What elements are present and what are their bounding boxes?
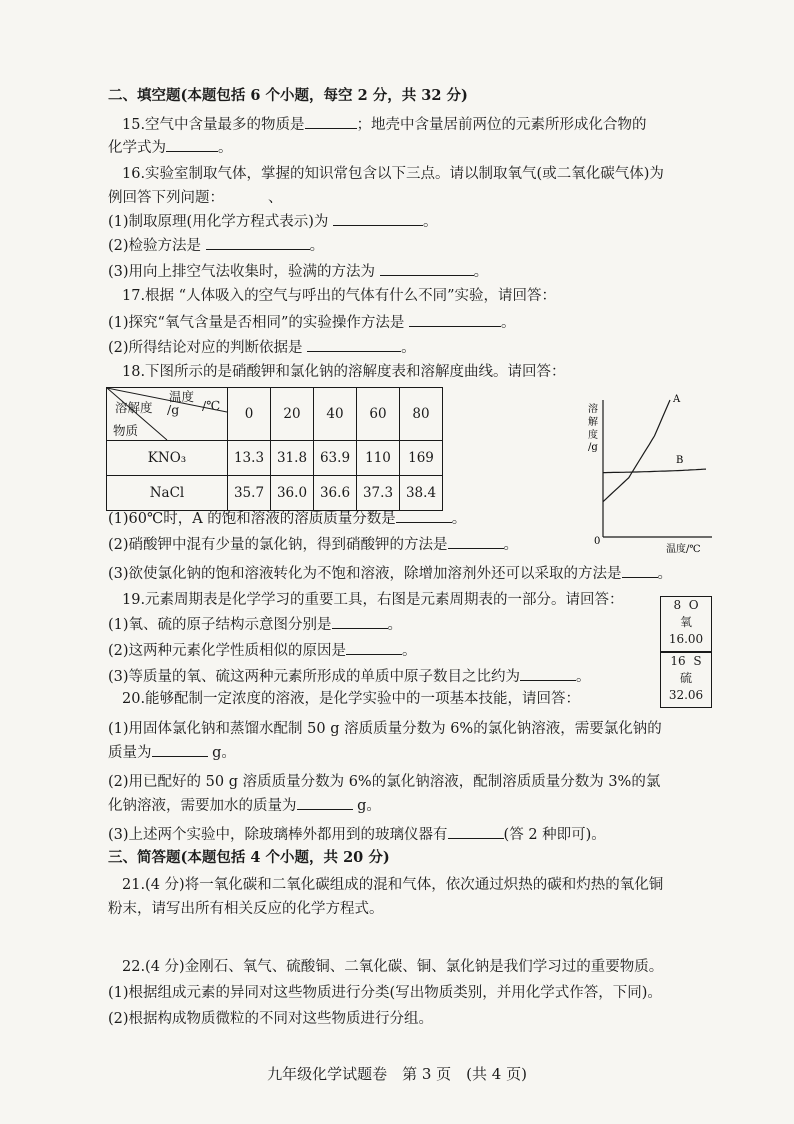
header-g-unit: /g — [167, 402, 180, 417]
q17-part2 — [0, 337, 794, 358]
section-2-heading: 二、填空题(本题包括 6 个小题，每空 2 分，共 32 分) — [108, 87, 468, 104]
q15-text-d: 。 — [218, 140, 233, 156]
temp-cell: 40 — [314, 388, 357, 441]
q19-part3-text: (3)等质量的氧、硫这两种元素所形成的单质中原子数目之比约为 — [108, 669, 521, 685]
section-3-heading: 三、简答题(本题包括 4 个小题，共 20 分) — [108, 849, 390, 866]
header-temp: 温度 — [169, 389, 195, 404]
answer-blank[interactable] — [297, 795, 353, 810]
q18-part3 — [0, 563, 794, 584]
q17-part1-text: (1)探究“氧气含量是否相同”的实验操作方法是 — [108, 315, 405, 331]
substance-cell: KNO₃ — [107, 441, 228, 476]
q19-line1: 19.元素周期表是化学学习的重要工具，右图是元素周期表的一部分。请回答： — [122, 592, 624, 608]
answer-blank[interactable] — [346, 640, 402, 655]
q20-part2-end: g。 — [357, 798, 381, 814]
value-cell: 63.9 — [314, 441, 357, 476]
answer-blank[interactable] — [448, 824, 504, 839]
q22-part2: (2)根据构成物质微粒的不同对这些物质进行分组。 — [108, 1011, 434, 1027]
q19-part3-end: 。 — [576, 669, 591, 685]
q16-line2 — [0, 188, 794, 208]
stray-mark: 、 — [268, 190, 283, 206]
q19-part2-text: (2)这两种元素化学性质相似的原因是 — [108, 643, 347, 659]
answer-blank[interactable] — [166, 137, 218, 152]
q20-part1-end: g。 — [212, 745, 236, 761]
answer-blank[interactable] — [333, 211, 423, 226]
q16-part1 — [0, 211, 794, 232]
answer-blank[interactable] — [380, 261, 474, 276]
value-cell: 37.3 — [357, 476, 400, 511]
q20-part2-text: 化钠溶液，需要加水的质量为 — [108, 798, 297, 814]
q15-text-c: 化学式为 — [108, 140, 166, 156]
element-mass: 16.00 — [668, 632, 704, 646]
q17-line1: 17.根据 “人体吸入的空气与呼出的气体有什么不同”实验，请回答： — [122, 288, 556, 304]
q18-part1-text: (1)60℃时，A 的饱和溶液的溶质质量分数是 — [108, 511, 396, 527]
header-temp-unit: /℃ — [202, 398, 221, 413]
element-name: 氧 — [679, 615, 692, 629]
q18-part3-end: 。 — [657, 566, 673, 582]
q19-part1-end: 。 — [387, 617, 403, 633]
q20-part2-line2 — [0, 795, 794, 816]
q21-line2: 粉末，请写出所有相关反应的化学方程式。 — [108, 901, 384, 917]
q16-part3-text: (3)用向上排空气法收集时，验满的方法为 — [108, 264, 376, 280]
header-substance: 物质 — [113, 423, 139, 438]
q21-line1: 21.(4 分)将一氧化碳和二氧化碳组成的混和气体，依次通过炽热的碳和灼热的氧化铜 — [122, 877, 664, 893]
answer-blank[interactable] — [206, 235, 310, 250]
origin-label: 0 — [594, 536, 601, 547]
value-cell: 110 — [357, 441, 400, 476]
value-cell: 169 — [400, 441, 443, 476]
q18-part1 — [0, 508, 794, 529]
q19-part2-end: 。 — [402, 643, 417, 659]
answer-blank[interactable] — [409, 312, 501, 327]
solubility-table — [106, 387, 443, 511]
y-axis-label-4: /g — [588, 442, 598, 453]
solubility-curve-chart — [586, 392, 716, 557]
element-number-symbol: 16 S — [670, 654, 702, 668]
q20-part1-line2 — [0, 742, 794, 763]
q18-part2 — [0, 534, 794, 555]
q16-line1: 16.实验室制取气体，掌握的知识常包含以下三点。请以制取氧气(或二氧化碳气体)为 — [122, 166, 664, 182]
q15-text-a: 15.空气中含量最多的物质是 — [122, 117, 305, 133]
value-cell: 38.4 — [400, 476, 443, 511]
value-cell: 13.3 — [228, 441, 271, 476]
answer-blank[interactable] — [152, 742, 208, 757]
answer-blank[interactable] — [332, 614, 388, 629]
q15-line2 — [0, 137, 794, 158]
element-name: 硫 — [679, 671, 692, 685]
answer-blank[interactable] — [396, 508, 452, 523]
q18-part3-text: (3)欲使氯化钠的饱和溶液转化为不饱和溶液，除增加溶剂外还可以采取的方法是 — [108, 566, 622, 582]
series-label-B: B — [676, 455, 684, 467]
q17-part1 — [0, 312, 794, 333]
temp-cell: 60 — [357, 388, 400, 441]
q18-part2-text: (2)硝酸钾中混有少量的氯化钠，得到硝酸钾的方法是 — [108, 537, 448, 553]
q20-part1-text: 质量为 — [108, 745, 152, 761]
element-mass: 32.06 — [668, 688, 704, 702]
series-line-B — [603, 469, 706, 473]
answer-blank[interactable] — [520, 666, 576, 681]
q20-part1-line1: (1)用固体氯化钠和蒸馏水配制 50 g 溶质质量分数为 6%的氯化钠溶液，需要氯化钠的 — [108, 721, 662, 737]
q16-part3 — [0, 261, 794, 282]
q16-part1-text: (1)制取原理(用化学方程式表示)为 — [108, 214, 329, 230]
y-axis-label-1: 溶 — [588, 404, 598, 415]
q16-part2 — [0, 235, 794, 256]
q20-part3-text: (3)上述两个实验中，除玻璃棒外都用到的玻璃仪器有 — [108, 827, 448, 843]
q20-line1: 20.能够配制一定浓度的溶液，是化学实验中的一项基本技能，请回答： — [122, 691, 581, 707]
q18-part2-end: 。 — [503, 537, 519, 553]
temp-cell: 80 — [400, 388, 443, 441]
temp-cell: 20 — [271, 388, 314, 441]
substance-cell: NaCl — [107, 476, 228, 511]
element-number-symbol: 8 O — [673, 598, 699, 612]
q20-part3 — [0, 824, 794, 845]
y-axis-label-3: 度 — [588, 430, 598, 441]
answer-blank[interactable] — [305, 114, 357, 129]
q19-part1-text: (1)氧、硫的原子结构示意图分别是 — [108, 617, 332, 633]
table-row — [107, 476, 443, 511]
q15-text-b: ；地壳中含量居前两位的元素所形成化合物的 — [356, 117, 647, 133]
q17-part2-text: (2)所得结论对应的判断依据是 — [108, 340, 303, 356]
q16-part1-end: 。 — [422, 214, 438, 230]
q16-part3-end: 。 — [473, 264, 489, 280]
q16-part2-end: 。 — [309, 238, 325, 254]
value-cell: 36.0 — [271, 476, 314, 511]
q22-line1: 22.(4 分)金刚石、氧气、硫酸铜、二氧化碳、铜、氯化钠是我们学习过的重要物质。 — [122, 959, 664, 975]
element-cell-oxygen — [660, 596, 712, 652]
q16-text: 例回答下列问题： — [108, 190, 224, 206]
temp-cell: 0 — [228, 388, 271, 441]
table-corner-header — [107, 388, 228, 441]
answer-blank[interactable] — [448, 534, 504, 549]
q20-part2-line1: (2)用已配好的 50 g 溶质质量分数为 6%的氯化钠溶液，配制溶质质量分数为 3%的氯 — [108, 774, 661, 790]
table-row — [107, 441, 443, 476]
q15-line1 — [0, 114, 794, 135]
page-footer: 九年级化学试题卷 第 3 页 (共 4 页) — [267, 1065, 527, 1083]
series-label-A: A — [673, 394, 681, 405]
q18-part1-end: 。 — [451, 511, 467, 527]
value-cell: 31.8 — [271, 441, 314, 476]
value-cell: 35.7 — [228, 476, 271, 511]
q22-part1: (1)根据组成元素的异同对这些物质进行分类(写出物质类别，并用化学式作答，下同)。 — [108, 985, 662, 1001]
answer-blank[interactable] — [307, 337, 401, 352]
q18-line1: 18.下图所示的是硝酸钾和氯化钠的溶解度表和溶解度曲线。请回答： — [122, 364, 566, 380]
q17-part1-end: 。 — [500, 315, 516, 331]
q17-part2-end: 。 — [401, 340, 416, 356]
value-cell: 36.6 — [314, 476, 357, 511]
header-solubility: 溶解度 — [115, 400, 153, 415]
q20-part3-end: (答 2 种即可)。 — [503, 827, 606, 843]
x-axis-label: 温度/℃ — [666, 544, 701, 555]
y-axis-label-2: 解 — [588, 417, 598, 428]
answer-blank[interactable] — [622, 563, 658, 578]
table-header-row — [107, 388, 443, 441]
q16-part2-text: (2)检验方法是 — [108, 238, 202, 254]
series-line-A — [603, 400, 670, 502]
